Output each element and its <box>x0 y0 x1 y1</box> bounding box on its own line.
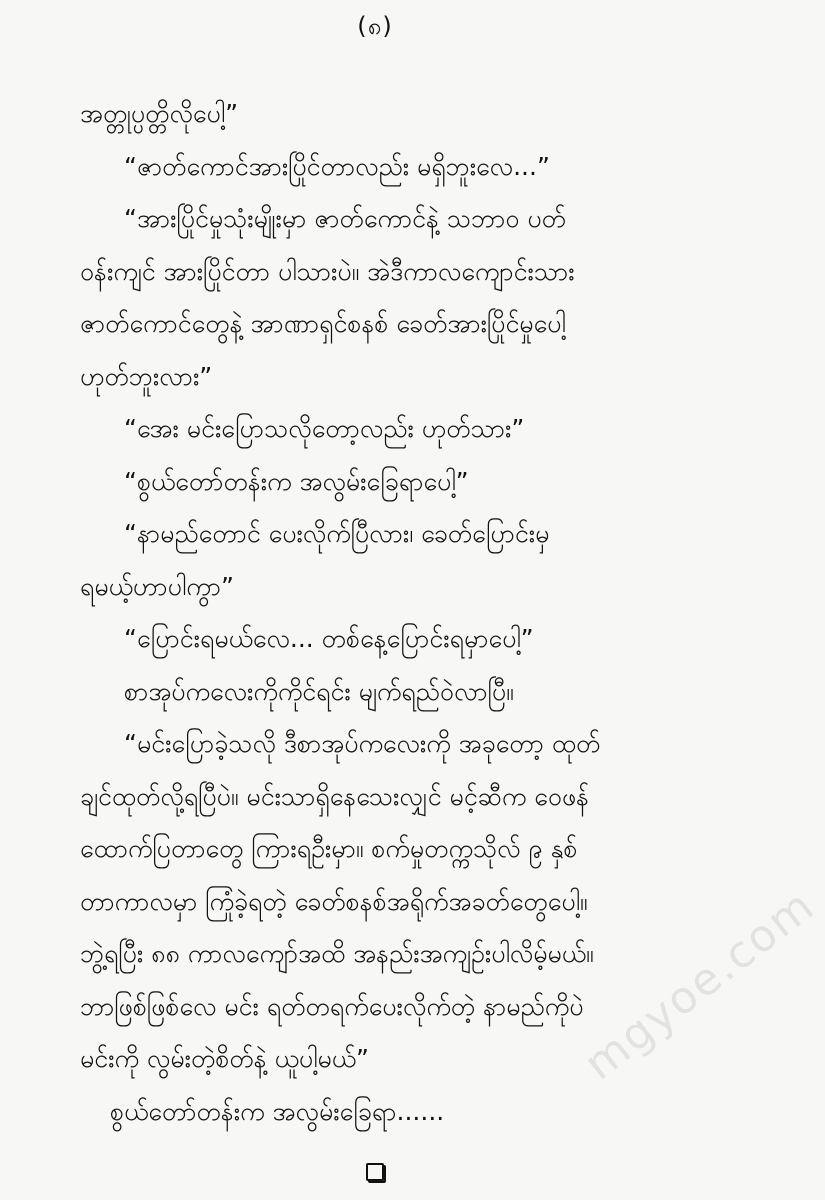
text-line: ရမယ့်ဟာပါကွာ” <box>80 571 234 601</box>
text-line: “ဇာတ်ကောင်အားပြိုင်တာလည်း မရှိဘူးလေ...” <box>124 151 550 181</box>
watermark: mgyoe.com <box>575 879 825 1091</box>
text-line: ချင်ထုတ်လို့ရပြီပဲ။ မင်းသာရှိနေသေးလျှင် မင့်ဆီက ဝေဖန် <box>80 781 590 811</box>
body-text <box>80 88 720 1138</box>
text-line: “အေး မင်းပြောသလိုတော့လည်း ဟုတ်သား” <box>124 414 525 443</box>
text-line: “နာမည်တောင် ပေးလိုက်ပြီလား၊ ခေတ်ပြောင်းမှ <box>124 519 550 548</box>
text-line: စာအုပ်ကလေးကိုကိုင်ရင်း မျက်ရည်ဝဲလာပြီ။ <box>124 676 514 706</box>
text-line: စွယ်တော်တန်းက အလွမ်းခြေရာ...... <box>110 1096 445 1126</box>
text-line: “စွယ်တော်တန်းက အလွမ်းခြေရာပေါ့” <box>124 466 469 496</box>
text-line: ထောက်ပြတာတွေ ကြားရဦးမှာ။ စက်မှုတက္ကသိုလ် ၉ နှစ် <box>80 834 578 863</box>
text-line: ဘာဖြစ်ဖြစ်လေ မင်း ရတ်တရက်ပေးလိုက်တဲ့ နာမည်ကိုပဲ <box>80 991 584 1021</box>
text-line: တာကာလမှာ ကြုံခဲ့ရတဲ့ ခေတ်စနစ်အရိုက်အခတ်တွေပေါ့။ <box>80 886 588 916</box>
text-line: ဟုတ်ဘူးလား” <box>80 361 213 391</box>
text-line: “အားပြိုင်မှုသုံးမျိုးမှာ ဇာတ်ကောင်နဲ့ သဘာဝ ပတ် <box>124 204 566 233</box>
text-line: “ပြောင်းရမယ်လေ... တစ်နေ့ပြောင်းရမှာပေါ့” <box>124 624 534 653</box>
text-line: “မင်းပြောခဲ့သလို ဒီစာအုပ်ကလေးကို အခုတော့ ထုတ် <box>124 729 601 758</box>
text-line: ဘွဲ့ရပြီး ၈၈ ကာလကျော်အထိ အနည်းအကျဉ်းပါလိမ့်မယ်။ <box>80 939 594 968</box>
page-number: (၈) <box>357 12 393 40</box>
text-line: ဇာတ်ကောင်တွေနဲ့ အာဏာရှင်စနစ် ခေတ်အားပြိုင်မှုပေါ့ <box>80 309 566 338</box>
text-line: မင်းကို လွမ်းတဲ့စိတ်နဲ့ ယူပါ့မယ်” <box>80 1044 369 1073</box>
text-line: ဝန်းကျင် အားပြိုင်တာ ပါသားပဲ။ အဲဒီကာလကျောင်းသား <box>80 256 575 286</box>
text-line: အတ္တုပ္ပတ္တိလိုပေါ့” <box>80 99 239 128</box>
end-of-section-mark <box>366 1163 384 1181</box>
